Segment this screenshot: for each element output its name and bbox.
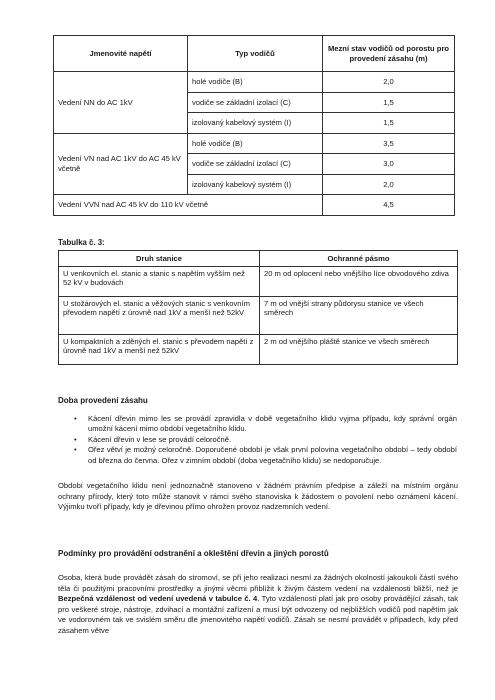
table-row [54, 72, 455, 93]
type-cell: izolovaný kabelový systém (I) [188, 174, 323, 195]
value-cell: 1,5 [323, 113, 455, 134]
paragraph [58, 573, 458, 637]
paragraph: Období vegetačního klidu není jednoznačně stanoveno v žádném právním předpise a záleží na místním orgánu ochrany přírody, který toto může stanovit v rámci svého stanoviska k žádostem o povolení nebo oznámení kácení. Výjimku tvoří případy, kdy je dřevinou přímo ohrožen provoz nadzemních vedení. [58, 481, 458, 512]
table-row [59, 335, 458, 365]
section-heading: Doba provedení zásahu [58, 396, 148, 405]
table-row [54, 195, 455, 216]
zone-cell: 20 m od oplocení nebo vnějšího líce obvodového zdiva [260, 267, 458, 297]
header-conductor-type: Typ vodičů [188, 36, 323, 72]
table-header-row [54, 36, 455, 72]
table-row [59, 267, 458, 297]
type-cell: holé vodiče (B) [188, 72, 323, 93]
type-cell: vodiče se základní izolací (C) [188, 154, 323, 175]
zone-cell: 2 m od vnějšího pláště stanice ve všech směrech [260, 335, 458, 365]
type-cell: vodiče se základní izolací (C) [188, 92, 323, 113]
header-station-type: Druh stanice [59, 251, 260, 267]
header-protection-zone: Ochranné pásmo [260, 251, 458, 267]
header-voltage: Jmenovité napětí [54, 36, 188, 72]
value-cell: 2,0 [323, 72, 455, 93]
zone-cell: 7 m od vnější strany půdorysu stanice ve všech směrech [260, 297, 458, 335]
table-caption: Tabulka č. 3: [58, 238, 105, 247]
voltage-cell: Vedení VVN nad AC 45 kV do 110 kV včetně [54, 195, 323, 216]
paragraph-text: . Tyto vzdálenosti platí jak pro osoby provádějící zásah, tak pro veškeré stroje, nástroje, zdvihací a montážní zařízení a musí být odvozeny od nejbližších vodičů pod napětím jak ve vodorovném tak ve svislém směru dle jmenovitého napětí vodičů. Zásah se nesmí provádět v případech, kdy před zásahem větve [58, 594, 458, 635]
protection-zone-table [58, 250, 458, 365]
list-item: • Kácení dřevin mimo les se provádí zpravidla v době vegetačního klidu vyjma případu, kdy správní orgán umožní kácení mimo období vegetačního klidu. [71, 414, 457, 435]
value-cell: 2,0 [323, 174, 455, 195]
paragraph-emphasis: Bezpečná vzdálenost od vedení uvedená v tabulce č. 4 [58, 594, 258, 604]
station-cell: U kompaktních a zděných el. stanic s převodem napětí z úrovně nad 1kV a menší než 52kV [59, 335, 260, 365]
voltage-cell: Vedení VN nad AC 1kV do AC 45 kV včetně [54, 133, 188, 195]
type-cell: holé vodiče (B) [188, 133, 323, 154]
header-clearance: Mezní stav vodičů od porostu pro provedení zásahu (m) [323, 36, 455, 72]
station-cell: U venkovních el. stanic a stanic s napětím vyšším než 52 kV v budovách [59, 267, 260, 297]
value-cell: 4,5 [323, 195, 455, 216]
value-cell: 3,5 [323, 133, 455, 154]
type-cell: izolovaný kabelový systém (I) [188, 113, 323, 134]
paragraph-text: Osoba, která bude provádět zásah do stromoví, se při jeho realizaci nesmí za žádných okolností jakoukoli částí svého těla či použitými pracovními prostředky a jinými věcmi přiblížit k živým částem vedení na vzdálenosti bližší, než je [58, 573, 458, 593]
table-row [59, 297, 458, 335]
table-header-row [59, 251, 458, 267]
station-cell: U stožárových el. stanic a věžových stanic s venkovním převodem napětí z úrovně nad 1kV a menší než 52kV [59, 297, 260, 335]
list-item: • Ořez větví je možný celoročně. Doporučené období je však první polovina vegetačního období – tedy období od března do června. Ořez v zimním období (doba vegetačního klidu) se nedoporučuje. [71, 445, 457, 466]
table-row [54, 133, 455, 154]
list-item: • Kácení dřevin v lese se provádí celoročně. [71, 435, 457, 445]
value-cell: 1,5 [323, 92, 455, 113]
voltage-cell: Vedení NN do AC 1kV [54, 72, 188, 134]
value-cell: 3,0 [323, 154, 455, 175]
section-heading: Podmínky pro provádění odstranění a okleštění dřevin a jiných porostů [58, 549, 329, 558]
clearance-table [53, 35, 455, 216]
bullet-list [71, 414, 457, 466]
